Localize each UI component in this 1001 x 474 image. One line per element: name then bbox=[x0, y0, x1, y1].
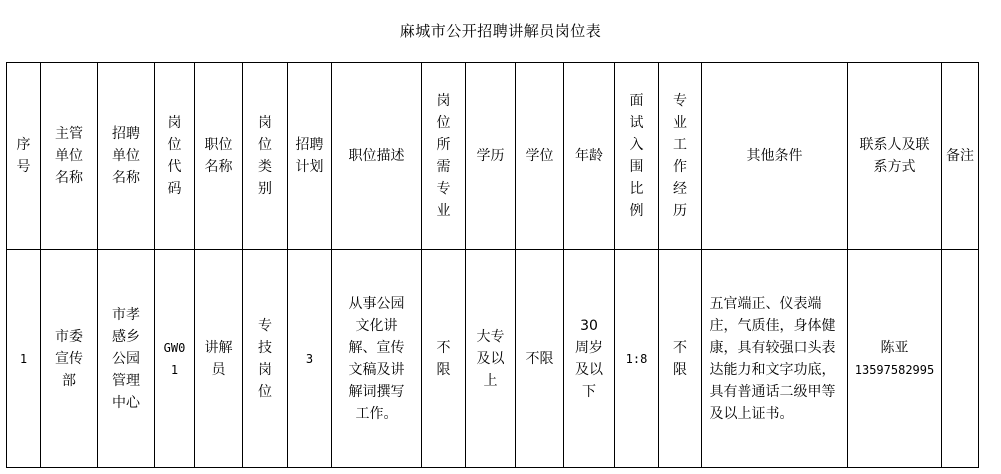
page-title: 麻城市公开招聘讲解员岗位表 bbox=[399, 22, 602, 40]
header-note: 备注 bbox=[942, 63, 979, 250]
cell-unit: 市孝感乡公园管理中心 bbox=[98, 250, 155, 468]
header-code: 岗位代码 bbox=[155, 63, 195, 250]
header-major: 岗位所需专业 bbox=[422, 63, 466, 250]
header-desc: 职位描述 bbox=[332, 63, 422, 250]
header-type: 岗位类别 bbox=[243, 63, 288, 250]
header-unit: 招聘单位名称 bbox=[98, 63, 155, 250]
cell-other: 五官端正、仪表端庄，气质佳，身体健康，具有较强口头表达能力和文字功底，具有普通话二级甲等及以上证书。 bbox=[702, 250, 848, 468]
header-exp: 专业工作经历 bbox=[659, 63, 702, 250]
job-table bbox=[6, 62, 979, 468]
contact-name: 陈亚 bbox=[880, 339, 909, 356]
cell-code: GW01 bbox=[155, 250, 195, 468]
cell-ratio: 1:8 bbox=[615, 250, 659, 468]
header-contact: 联系人及联系方式 bbox=[848, 63, 942, 250]
cell-type: 专技岗位 bbox=[243, 250, 288, 468]
header-age: 年龄 bbox=[564, 63, 615, 250]
header-other: 其他条件 bbox=[702, 63, 848, 250]
cell-degree: 不限 bbox=[516, 250, 564, 468]
cell-age: 30周岁及以下 bbox=[564, 250, 615, 468]
cell-note bbox=[942, 250, 979, 468]
cell-seq: 1 bbox=[7, 250, 41, 468]
header-degree: 学位 bbox=[516, 63, 564, 250]
cell-plan: 3 bbox=[288, 250, 332, 468]
header-edu: 学历 bbox=[466, 63, 516, 250]
cell-name: 讲解员 bbox=[195, 250, 243, 468]
header-name: 职位名称 bbox=[195, 63, 243, 250]
header-row bbox=[7, 63, 979, 250]
header-seq: 序号 bbox=[7, 63, 41, 250]
table-row bbox=[7, 250, 979, 468]
cell-contact bbox=[848, 250, 942, 468]
header-plan: 招聘计划 bbox=[288, 63, 332, 250]
cell-edu: 大专及以上 bbox=[466, 250, 516, 468]
contact-phone: 13597582995 bbox=[854, 362, 935, 377]
cell-exp: 不限 bbox=[659, 250, 702, 468]
cell-desc: 从事公园文化讲解、宣传文稿及讲解词撰写工作。 bbox=[332, 250, 422, 468]
header-ratio: 面试入围比例 bbox=[615, 63, 659, 250]
cell-dept: 市委宣传部 bbox=[41, 250, 98, 468]
header-dept: 主管单位名称 bbox=[41, 63, 98, 250]
cell-major: 不限 bbox=[422, 250, 466, 468]
